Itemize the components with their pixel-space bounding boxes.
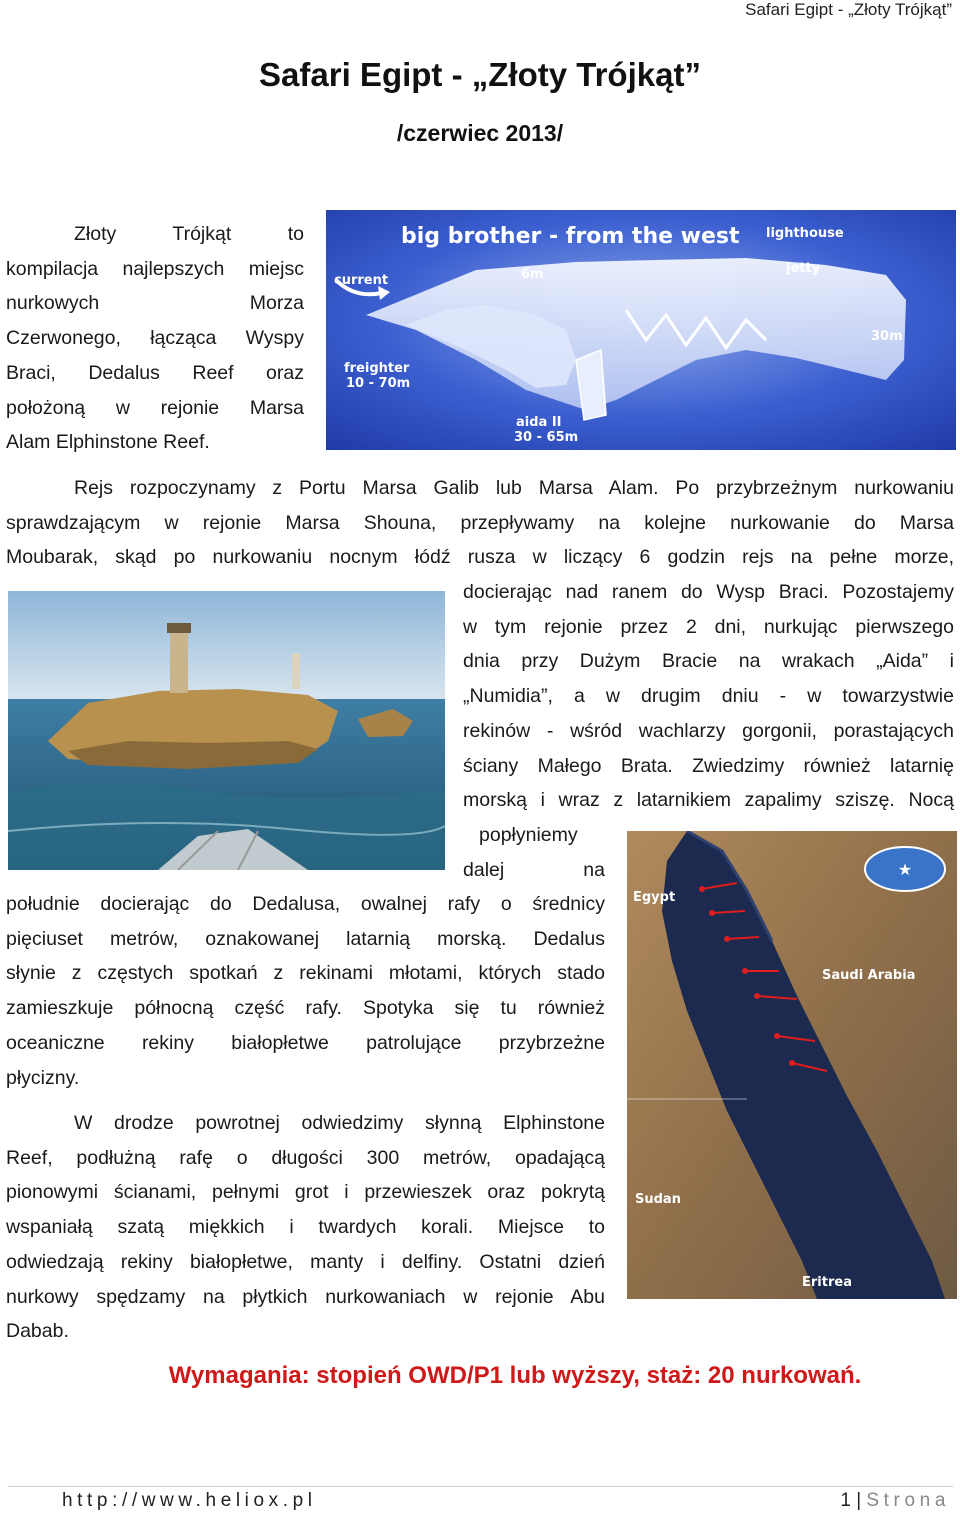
paragraph-line: nurkowy spędzamy na płytkich nurkowaniach w rejonie Abu bbox=[6, 1285, 605, 1308]
island-lighthouse-photo bbox=[8, 591, 445, 870]
paragraph-line: dalej na bbox=[463, 858, 605, 881]
paragraph-line: pionowymi ścianami, pełnymi grot i przewieszek oraz pokrytą bbox=[6, 1181, 605, 1204]
paragraph-line: morską i wraz z latarnikiem zapalimy sziszę. Nocą bbox=[463, 789, 954, 812]
dive-map-label-30m: 30m bbox=[871, 329, 903, 344]
dive-map-title: big brother - from the west bbox=[401, 224, 740, 249]
page-subtitle: /czerwiec 2013/ bbox=[396, 120, 564, 146]
intro-paragraph bbox=[6, 217, 304, 460]
paragraph-2-left bbox=[6, 887, 605, 1095]
dive-map-label-jetty: jetty bbox=[786, 261, 821, 276]
dive-map-label-lighthouse: lighthouse bbox=[766, 226, 844, 241]
paragraph-2-top bbox=[6, 471, 954, 575]
dive-map-label-freighter: freighter bbox=[344, 361, 410, 376]
region-map-label-egypt: Egypt bbox=[633, 890, 676, 905]
paragraph-line: W drodze powrotnej odwiedzimy słynną Elphinstone bbox=[74, 1112, 605, 1134]
intro-line: Czerwonego, łącząca Wyspy bbox=[6, 327, 304, 350]
intro-line: Alam Elphinstone Reef. bbox=[6, 431, 210, 454]
paragraph-2-right bbox=[463, 575, 954, 818]
paragraph-line: pięciuset metrów, oznakowanej latarnią morską. Dedalus bbox=[6, 927, 605, 950]
paragraph-line: południe docierając do Dedalusa, owalnej rafy o średnicy bbox=[6, 893, 605, 915]
dive-map-label-aida: aida II bbox=[516, 415, 562, 430]
paragraph-line: docierając nad ranem do Wysp Braci. Pozostajemy bbox=[463, 581, 954, 603]
paragraph-line: płycizny. bbox=[6, 1066, 80, 1089]
paragraph-line: wspaniałą szatą miękkich i twardych korali. Miejsce to bbox=[6, 1216, 605, 1239]
region-map-label-saudi: Saudi Arabia bbox=[822, 968, 916, 983]
intro-line: położoną w rejonie Marsa bbox=[6, 396, 304, 419]
dive-map-label-freighter-depth: 10 - 70m bbox=[346, 376, 411, 391]
paragraph-line: sprawdzającym w rejonie Marsa Shouna, przepływamy na kolejne nurkowanie do Marsa bbox=[6, 511, 954, 534]
dive-site-map-svg bbox=[326, 210, 956, 450]
intro-line: kompilacja najlepszych miejsc bbox=[6, 257, 304, 280]
footer-page-indicator bbox=[840, 1490, 950, 1512]
region-map-svg bbox=[627, 831, 957, 1299]
region-map-label-sudan: Sudan bbox=[635, 1192, 681, 1207]
page-title: Safari Egipt - „Złoty Trójkąt” bbox=[259, 56, 701, 93]
paragraph-line: Moubarak, skąd po nurkowaniu nocnym łódź rusza w liczący 6 godzin rejs na pełne morze, bbox=[6, 546, 954, 569]
page-separator: | bbox=[856, 1490, 862, 1511]
page-word: Strona bbox=[866, 1490, 950, 1511]
paragraph-2-narrow bbox=[463, 818, 605, 887]
dive-site-map-image bbox=[326, 210, 956, 450]
paragraph-3 bbox=[6, 1106, 605, 1349]
paragraph-line: ściany Małego Brata. Zwiedzimy również latarnię bbox=[463, 754, 954, 777]
paragraph-line: Dabab. bbox=[6, 1320, 69, 1343]
dive-map-label-current: current bbox=[334, 273, 389, 288]
paragraph-line: oceaniczne rekiny białopłetwe patrolujące przybrzeżne bbox=[6, 1031, 605, 1054]
paragraph-line: słynie z częstych spotkań z rekinami młotami, których stado bbox=[6, 962, 605, 985]
page-number: 1 bbox=[840, 1490, 851, 1511]
intro-line: nurkowych Morza bbox=[6, 292, 304, 315]
region-map-label-eritrea: Eritrea bbox=[802, 1275, 852, 1290]
region-map-logo: ★ bbox=[897, 860, 913, 879]
paragraph-line: zamieszkuje północną część rafy. Spotyka się tu również bbox=[6, 997, 605, 1020]
paragraph-line: popłyniemy bbox=[479, 824, 578, 846]
paragraph-line: odwiedzają rekiny białopłetwe, manty i delfiny. Ostatni dzień bbox=[6, 1250, 605, 1273]
paragraph-line: Reef, podłużną rafę o długości 300 metrów, opadającą bbox=[6, 1146, 605, 1169]
dive-map-label-aida-depth: 30 - 65m bbox=[514, 430, 579, 445]
paragraph-line: Rejs rozpoczynamy z Portu Marsa Galib lub Marsa Alam. Po przybrzeżnym nurkowaniu bbox=[74, 477, 954, 499]
paragraph-line: rekinów - wśród wachlarzy gorgonii, porastających bbox=[463, 719, 954, 742]
red-sea-region-map bbox=[627, 831, 957, 1299]
island-photo-svg bbox=[8, 591, 445, 870]
intro-line: Złoty Trójkąt to bbox=[74, 223, 304, 245]
paragraph-line: w tym rejonie przez 2 dni, nurkując pierwszego bbox=[463, 615, 954, 638]
running-header: Safari Egipt - „Złoty Trójkąt” bbox=[745, 0, 952, 19]
footer-divider bbox=[8, 1486, 953, 1487]
paragraph-line: dnia przy Dużym Bracie na wrakach „Aida” i bbox=[463, 650, 954, 673]
dive-map-label-6m: 6m bbox=[521, 267, 544, 282]
footer-url-link[interactable]: http://www.heliox.pl bbox=[62, 1490, 317, 1511]
requirements-notice: Wymagania: stopień OWD/P1 lub wyższy, staż: 20 nurkowań. bbox=[168, 1362, 862, 1389]
paragraph-line: „Numidia”, a w drugim dniu - w towarzystwie bbox=[463, 685, 954, 708]
intro-line: Braci, Dedalus Reef oraz bbox=[6, 361, 304, 384]
